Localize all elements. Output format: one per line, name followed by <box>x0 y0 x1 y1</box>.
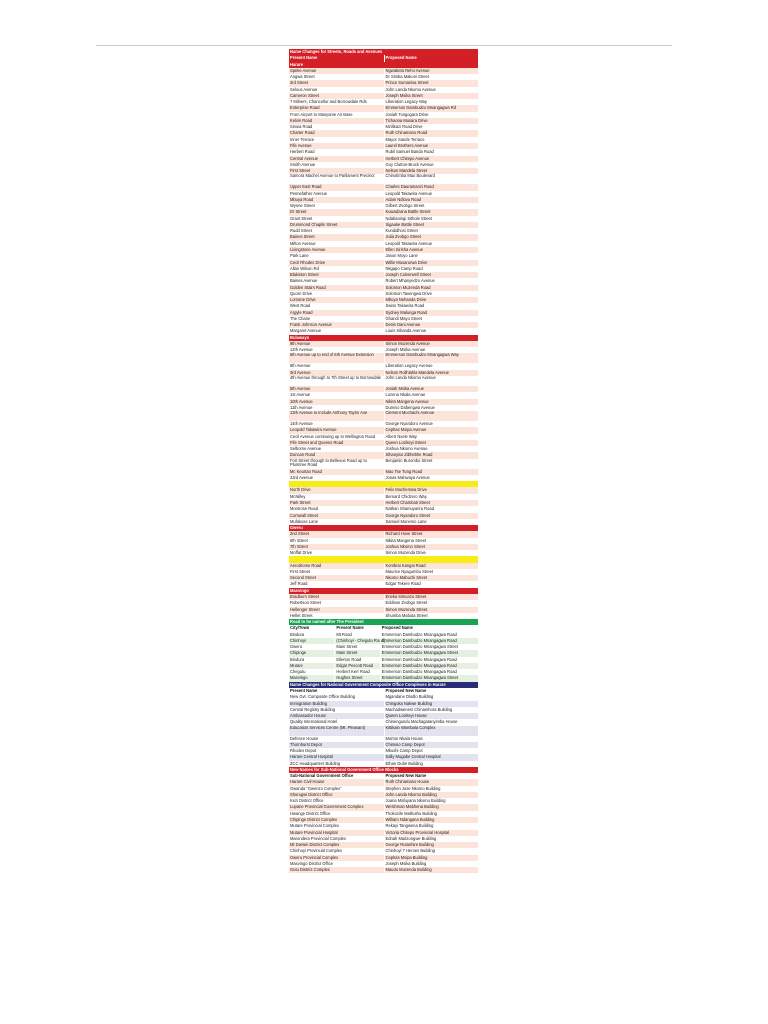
table-cell: Ngwabeta Reho Avenue <box>384 68 479 74</box>
table-cell: Tichaona Musara Drive <box>384 118 479 124</box>
table-cell: Chimoio Camp Depot <box>384 742 479 748</box>
table-cell: Inner Terrace <box>290 136 315 142</box>
table-row <box>289 581 478 587</box>
table-cell: Simon Muzenda Avenue <box>384 341 479 347</box>
table-cell: Cornwall Street <box>290 512 318 518</box>
table-cell: Nelson Mandela Street <box>384 168 479 174</box>
table-cell: Argyle Road <box>290 309 313 315</box>
table-cell: Laurel Brothers Avenue <box>384 143 479 149</box>
table-cell: Samuel Munemo Lane <box>384 519 479 525</box>
table-cell: George Nyandoro Avenue <box>384 421 479 427</box>
table-cell: Chingoka Nakwe Building <box>384 701 479 707</box>
table-cell: William Ndangana Building <box>384 817 479 823</box>
table-cell: Emmerson Dambudzo Mnangagwa Road <box>380 663 478 669</box>
table-cell: Emmerson Dambudzo Mnangagwa Road <box>380 638 478 644</box>
table-cell: Emmerson Dambudzo Mnangagwa Rd <box>384 105 479 111</box>
table-cell: Leopold Takawira Avenue <box>384 241 479 247</box>
table-cell: 4th Avenue through to 7th Street up to Borrowdale <box>290 375 381 381</box>
table-cell: Julia Zvobgo Street <box>384 234 479 240</box>
table-cell: Liberation Legacy Way <box>384 99 479 105</box>
table-cell: Park Lane <box>290 253 309 259</box>
table-cell: Kelvin Road <box>290 117 313 123</box>
table-cell: Present Name <box>290 55 318 61</box>
table-cell: Proposed New Name <box>384 688 479 694</box>
table-cell: Mt Darwin District Complex <box>290 842 340 848</box>
table-cell: Victoria Chitepo Provincial Hospital <box>384 830 479 836</box>
table-cell: Jeff Road <box>290 581 308 587</box>
table-cell: Margaret Avenue <box>290 328 322 334</box>
table-cell: Cecil Rhodes Drive <box>290 259 326 265</box>
table-cell: Ednah Madzongwe Building <box>384 836 479 842</box>
table-cell: Queen Lozikeyi Street <box>384 440 479 446</box>
table-cell: Bradburn Street <box>290 593 319 599</box>
table-cell: Herbert Road <box>290 149 315 155</box>
table-cell: Enterprise Road <box>290 105 320 111</box>
table-cell: Jason Moyo Lane <box>384 253 479 259</box>
table-cell: Adam Ndlovu Road <box>384 197 479 203</box>
table-cell: Ghandi Mayo Street <box>384 316 479 322</box>
table-cell: Gweru <box>290 644 303 650</box>
table-cell: Mkushi Camp Depot <box>384 748 479 754</box>
table-cell: Albert Nxele Way <box>384 434 479 440</box>
table-cell: Moffat Drive <box>290 550 312 556</box>
table-cell: Mt Road <box>334 632 379 638</box>
table-cell: Selborne Avenue <box>290 446 322 452</box>
table-cell: First Street <box>290 168 311 174</box>
table-cell: Shurugwi District Office <box>290 791 333 797</box>
table-cell: Leopold Takawira Avenue <box>384 191 479 197</box>
table-cell: City/Town <box>290 625 310 631</box>
table-cell: Ethan Dube Building <box>384 761 479 767</box>
table-cell: Hughes Street <box>334 675 379 681</box>
table-cell: John Landa Nkomo Avenue <box>384 87 479 93</box>
table-cell: Emmerson Dambudzo Mnangagwa Street <box>380 644 478 650</box>
table-cell: Upper East Road <box>290 184 322 190</box>
table-cell: Main Street <box>334 644 379 650</box>
table-cell: Present Name <box>290 687 318 693</box>
table-cell: The Chase <box>290 315 311 321</box>
table-cell: Chipinge <box>290 650 307 656</box>
table-cell: Samora Machel Avenue to Parliament Precinct <box>290 173 375 179</box>
table-cell: Hellet Street <box>290 612 313 618</box>
table-cell: Mutare <box>290 662 303 668</box>
band-label: New Names for Sub-National Government Office Blocks <box>290 766 399 772</box>
table-cell: Masvingo District Office <box>290 860 333 866</box>
table-cell: John Landa Nkomo Building <box>384 792 479 798</box>
table-cell: Ruth Chinamano Road <box>384 130 479 136</box>
table-cell: Bindura <box>290 656 305 662</box>
table-cell: Chinotimba Mao Boulevard <box>384 174 479 184</box>
table-cell: Selous Avenue <box>290 86 318 92</box>
table-cell: Felix Muchemwa Drive <box>384 487 479 493</box>
table-row <box>289 353 478 363</box>
table-cell: Cecil Avenue continuing up to Wellington Road <box>290 433 375 439</box>
table-cell: Simon Muzenda Street <box>384 607 479 613</box>
table-cell: Sydney Malunga Road <box>384 310 479 316</box>
table-cell: Fife Avenue <box>290 142 312 148</box>
table-cell: Harare Civil House <box>290 779 325 785</box>
table-cell: Eneka Simunzu Street <box>384 594 479 600</box>
table-cell: Maudu Muzenda Building <box>384 867 479 873</box>
table-cell: Sihanyiso Zibhebhe Road <box>384 452 479 458</box>
table-cell: Chipinge District Complex <box>290 817 338 823</box>
table-cell: McNilley <box>290 493 306 499</box>
table-cell: Simon Muzenda Drive <box>384 550 479 556</box>
band-label: Road to be named after The President <box>290 619 364 625</box>
table-cell: Joseph Culverwell Street <box>384 272 479 278</box>
table-cell: Central Avenue <box>290 155 318 161</box>
table-cell: Wynne Street <box>290 203 315 209</box>
table-cell: George Rutanhire Building <box>384 842 479 848</box>
table-cell: Kundidhosi Street <box>384 228 479 234</box>
page-top-rule <box>96 45 672 46</box>
table-cell: Dr Simba Makoni Street <box>384 74 479 80</box>
table-cell: Immigration Building <box>290 700 328 706</box>
table-cell: Chegutu <box>290 669 306 675</box>
table-cell: Marondera Provincial Complex <box>290 835 346 841</box>
table-cell: Prince Sumanisa Street <box>384 80 479 86</box>
table-row <box>289 328 478 334</box>
table-row <box>289 550 478 556</box>
table-cell: Joseph Msika Street <box>384 93 479 99</box>
table-cell: 2nd Street <box>290 531 309 537</box>
table-cell: Welshman Mabhena Building <box>384 804 479 810</box>
table-cell: Robert Mhanyedzo Avenue <box>384 278 479 284</box>
band-label: Name Changes for National Government Composite Office Complexes in Harare <box>290 681 446 687</box>
table-cell: Eddison Zvobgo Street <box>384 600 479 606</box>
table-cell: Emmerson Dambudzo Mnangagwa Road <box>380 657 478 663</box>
table-cell: Edgar Tekere Road <box>384 581 479 587</box>
table-cell: 5th Avenue <box>290 386 311 392</box>
table-cell: 7th Street <box>290 543 308 549</box>
table-cell: Nkomo Mabuchi Street <box>384 575 479 581</box>
table-cell: Josiah Tongogara Drive <box>384 112 479 118</box>
table-row <box>289 376 478 386</box>
table-cell: Sally Mugabe Central Hospital <box>384 754 479 760</box>
table-cell: Dumiso Dabengwa Avenue <box>384 405 479 411</box>
table-cell: Dr Street <box>290 209 307 215</box>
table-cell: 11th Avenue <box>290 404 313 410</box>
table-cell: Rekayi Tangwena Building <box>384 823 479 829</box>
table-cell: Lozena Nkala Avenue <box>384 392 479 398</box>
table-cell: Bindura <box>290 631 305 637</box>
band-label: Name Changes for Streets, Roads and Avenues <box>290 49 383 54</box>
table-cell: Stephen Jose Nkomo Building <box>384 786 479 792</box>
table-cell: John Landa Nkomo Avenue <box>384 376 479 386</box>
table-cell: Frank Johnson Avenue <box>290 322 332 328</box>
table-cell: Mufakose Lane <box>290 518 318 524</box>
band-label: Gweru <box>290 525 303 531</box>
table-cell: Emmerson Dambudzo Mnangagwa Way <box>384 353 479 363</box>
table-cell: Allan Wilson Rd <box>290 265 319 271</box>
table-cell: Thokozile Mathuthu Building <box>384 811 479 817</box>
table-cell: Second Street <box>290 575 316 581</box>
table-cell: Proposed Name <box>384 55 479 61</box>
table-cell: Angwa Street <box>290 74 315 80</box>
table-cell: Joshua Nkomo Street <box>384 544 479 550</box>
table-cell: Ambassador House <box>290 713 326 719</box>
table-row <box>289 726 478 736</box>
table-cell: 3rd Street <box>290 80 308 86</box>
table-cell: Maurice Nyagumbo Street <box>384 569 479 575</box>
table-cell: Chinhoyi Provincial Complex <box>290 848 343 854</box>
table-cell: Ellen Sirisha Avenue <box>384 247 479 253</box>
table-cell: Joseph Msika Building <box>384 861 479 867</box>
table-cell: Emmerson Dambudzo Mnangagwa Road <box>380 669 478 675</box>
table-cell: Gilbert Zvobgo Street <box>384 203 479 209</box>
table-cell: Kombrai Kangai Road <box>384 563 479 569</box>
table-cell: Joseph Msika Avenue <box>384 347 479 353</box>
table-cell: Smith Avenue <box>290 161 316 167</box>
table-cell: First Street <box>290 568 311 574</box>
table-cell: Cephas Msipa Avenue <box>384 427 479 433</box>
table-cell: Sub-National Government Office <box>290 773 354 779</box>
table-cell: 3rd Avenue <box>290 369 311 375</box>
table-cell: Baines Avenue <box>290 278 318 284</box>
table-cell: Shumba Mabuta Street <box>384 613 479 619</box>
table-cell: Edgar Pescott Road <box>334 663 379 669</box>
table-cell: Ndabaningi Sithole Street <box>384 216 479 222</box>
table-cell: 23rd Avenue <box>290 474 313 480</box>
table-cell: Sigauke Battle Street <box>384 222 479 228</box>
table-cell: Chinhoyi 7 Heroes Building <box>384 848 479 854</box>
table-cell: Park Street <box>290 500 311 505</box>
table-cell: Jonas Mahwaya Avenue <box>384 475 479 481</box>
table-cell: Fort Street through to Bellevue Road up to Plumtree Road <box>290 457 367 468</box>
table-cell: Present Name <box>334 625 379 631</box>
table-row <box>289 459 478 469</box>
table-cell: Mbuya Nehanda Drive <box>384 297 479 303</box>
table-cell: Mzilikazi Road Drive <box>384 124 479 130</box>
table-cell: From Airport to Manyame Air Base <box>290 111 353 117</box>
table-cell: Mayor Sande Terrace <box>384 137 479 143</box>
band-label: Harare <box>290 61 303 67</box>
table-cell: 1st Avenue <box>290 392 311 398</box>
table-cell: Mao Tse Tung Road <box>384 469 479 475</box>
table-cell: Joshua Nkomo Avenue <box>384 446 479 452</box>
table-cell: Baines Street <box>290 234 315 240</box>
table-cell: West Road <box>290 303 311 309</box>
table-cell: Masvingo <box>290 675 308 681</box>
table-row <box>289 519 478 525</box>
table-cell: Solomon Muzenda Road <box>384 285 479 291</box>
table-cell: Nelson Rolihlahla Mandela Avenue <box>384 370 479 376</box>
table-cell: Kuwadzana Battle Street <box>384 209 479 215</box>
table-cell: 12th Avenue <box>290 347 313 353</box>
table-cell: Emmerson Dambudzo Mnangagwa Street <box>380 650 478 656</box>
table-cell: Joana Mafuyana Nkomo Building <box>384 798 479 804</box>
table-cell: Hellenger Street <box>290 606 320 612</box>
table-cell: Louis Sibanda Avenue <box>384 328 479 334</box>
table-cell: Richard Hove Street <box>384 531 479 537</box>
table-cell: Duncan Road <box>290 452 316 458</box>
table-cell: Livingstone Avenue <box>290 246 326 252</box>
table-cell: George Nyandoro Street <box>384 513 479 519</box>
table-cell: Swiss Takawira Road <box>384 303 479 309</box>
table-cell: Willie Musarurwa Drive <box>384 260 479 266</box>
table-cell: Lorraine Drive <box>290 297 316 303</box>
table-cell: 9th Avenue <box>290 340 311 346</box>
table-cell: (Chinhoyi - Chegutu Road) <box>336 637 386 643</box>
table-cell: Gwanda "Gwenzo Complex" <box>290 785 342 791</box>
table-cell: Nathan Shamuyarira Road <box>384 506 479 512</box>
table-cell: Proposed New Name <box>384 773 479 779</box>
table-cell: Leopold Takawira Avenue <box>290 427 337 433</box>
table-cell: 13th Avenue to include Anthony Taylor Ave <box>290 410 368 416</box>
table-cell: 8th Avenue <box>290 363 311 369</box>
table-cell: Montrose Road <box>290 506 318 512</box>
table-cell: Proposed Name <box>380 625 478 631</box>
table-cell: Machadweneni Chinamhora Building <box>384 707 479 713</box>
table-cell: Harare Central Hospital <box>290 754 333 760</box>
table-cell: Sinoia Road <box>290 124 313 130</box>
table-cell: Josiah Msika Avenue <box>384 386 479 392</box>
table-cell: Mbuya Road <box>290 196 314 202</box>
table-cell: Charles Dauramanzi Road <box>384 184 479 190</box>
table-cell: Rubil Samuel Banda Road <box>384 149 479 155</box>
table-cell: Mgandane Dlodlo Building <box>384 694 479 700</box>
table-cell: Drummond Chaplin Street <box>290 221 338 227</box>
table-cell: Robertson Street <box>290 600 321 606</box>
table-cell: Herbert Chitepo Avenue <box>384 156 479 162</box>
table-cell: Solomon Tavengwa Drive <box>384 291 479 297</box>
table-row <box>289 867 478 873</box>
table-cell: Benjamin Burombo Street <box>384 459 479 469</box>
table-cell: Education Services Centre (Mt. Pleasant) <box>290 724 366 730</box>
table-row <box>289 475 478 481</box>
table-cell: ZCC Headquarters Building <box>290 760 341 766</box>
table-cell: Quality International Hotel <box>290 719 338 725</box>
table-cell: Bernard Chidzero Way <box>384 494 479 500</box>
table-cell: Gweru Provincial Complex <box>290 854 339 860</box>
table-cell: Defence House <box>290 735 319 741</box>
table-cell: Blakiston Street <box>290 272 319 278</box>
table-cell: 10th Avenue <box>290 398 313 404</box>
table-cell: Chinengundu Machagatanyimba House <box>384 719 479 725</box>
table-cell: Ruth Chinamano House <box>384 779 479 785</box>
table-cell: Milton Avenue <box>290 240 316 246</box>
table-cell: Grant Street <box>290 215 313 221</box>
table-cell: 6th Street <box>290 537 308 543</box>
table-cell: 7 Milners, Chancellor and Borrowdale Rds <box>290 99 367 105</box>
table-cell: Morton Nkala House <box>384 736 479 742</box>
table-cell: Chinhoyi <box>290 637 306 643</box>
band-label: Bulawayo <box>290 334 310 340</box>
table-cell: Mutare Provincial Hospital <box>290 829 338 835</box>
table-cell: Kittikain Wambala Complex <box>384 726 479 736</box>
table-cell: Lupane Provincial Government Complex <box>290 804 364 810</box>
table-cell: Rudd Street <box>290 228 312 234</box>
table-cell: Cameron Street <box>290 92 319 98</box>
table-cell: Aerodrome Road <box>290 562 322 568</box>
table-cell: Ellerton Road <box>334 657 379 663</box>
table-cell: Hwange District Office <box>290 810 331 816</box>
table-cell: Herbert Chambati Street <box>384 500 479 506</box>
table-cell: Mc Keurtan Road <box>290 468 322 474</box>
table-cell: Quorn Drive <box>290 290 313 296</box>
table-cell: Denis Dani Avenue <box>384 322 479 328</box>
table-cell: Queen Lozikeyi House <box>384 713 479 719</box>
table-cell: North Drive <box>290 487 311 493</box>
table-cell: Clement Muchachi Avenue <box>384 411 479 421</box>
table-cell: Cephas Msipa Building <box>384 855 479 861</box>
table-cell: Nkgapo Camp Road <box>384 266 479 272</box>
table-cell: Emmerson Dambudzo Mnangagwa Street <box>380 675 478 681</box>
table-cell: Rhodes Depot <box>290 748 317 754</box>
table-cell: Mutare Provincial Complex <box>290 823 339 829</box>
table-row <box>289 174 478 184</box>
table-cell: 14th Avenue <box>290 421 313 427</box>
table-cell: Speke Avenue <box>290 67 317 73</box>
street-renaming-document <box>289 49 478 873</box>
table-cell: Pennefather Avenue <box>290 190 328 196</box>
table-header-row <box>289 55 478 61</box>
table-cell: Main Street <box>334 650 379 656</box>
table-cell: New Gvt. Composite Office Building <box>290 694 355 700</box>
table-cell: Liberation Legacy Avenue <box>384 363 479 369</box>
table-cell: Charter Road <box>290 130 315 136</box>
table-cell: Central Registry Building <box>290 706 336 712</box>
table-cell: Herbert Kerr Road <box>334 669 379 675</box>
table-cell: Fife Street and Queens Road <box>290 439 344 445</box>
table-cell: Nikita Mangena Street <box>384 538 479 544</box>
table-cell: Nikita Mangena Avenue <box>384 399 479 405</box>
table-cell: Gutu District Complex <box>290 867 330 873</box>
table-row <box>289 411 478 421</box>
table-cell: Thornhurst Depot <box>290 741 322 747</box>
table-cell: 6th Avenue up to end of 6th Avenue Extension <box>290 352 374 358</box>
table-cell: Golden Stairs Road <box>290 284 326 290</box>
table-cell: Guy Clutton-Brock Avenue <box>384 162 479 168</box>
table-cell: Emmerson Dambudzo Mnangagwa Road <box>380 632 478 638</box>
table-cell: Kezi District Office <box>290 798 324 804</box>
band-label: Masvingo <box>290 587 309 593</box>
